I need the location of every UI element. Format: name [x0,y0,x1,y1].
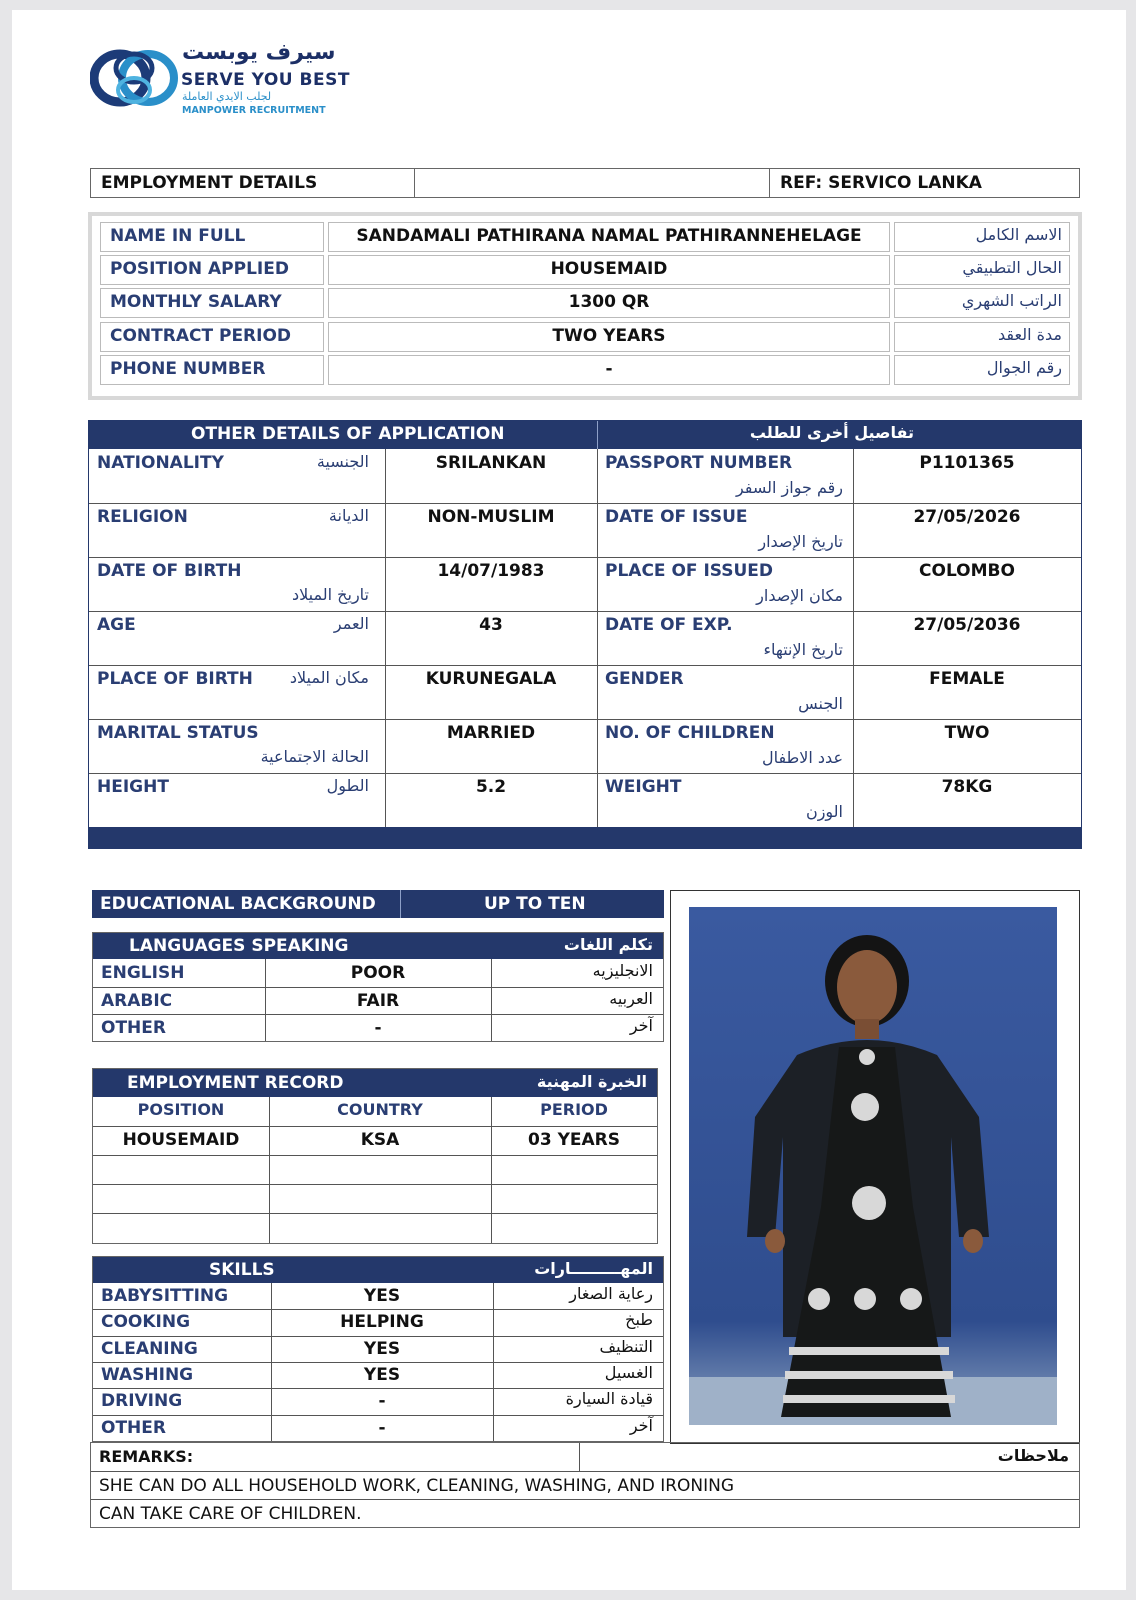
main-info-value: 1300 QR [568,292,650,313]
page-title: EMPLOYMENT DETAILS [101,173,318,193]
grid-line [93,987,663,988]
detail-label: PLACE OF BIRTH [97,669,253,689]
employment-record-table [92,1068,658,1244]
language-level: POOR [350,963,406,983]
detail-label-ar: الجنسية [316,452,369,471]
logo-arabic-tagline: لجلب الايدي العاملة [182,90,272,103]
detail-label-ar: الوزن [805,802,843,821]
main-info-value: HOUSEMAID [550,259,668,280]
skills-header [93,1257,663,1283]
skill-name-ar: قيادة السيارة [565,1389,653,1409]
detail-label-ar: الحالة الاجتماعية [260,747,369,766]
skills-title: SKILLS [209,1260,275,1280]
detail-label-ar: تاريخ الإصدار [758,532,843,551]
language-name: ARABIC [101,990,173,1011]
employment-record-title: EMPLOYMENT RECORD [127,1073,344,1093]
education-value: UP TO TEN [484,894,586,914]
skill-value: - [378,1391,386,1412]
skill-name: WASHING [101,1364,194,1385]
skills-title-ar: المهـــــــــارات [534,1259,653,1278]
main-info-label: NAME IN FULL [110,226,246,246]
detail-label: DATE OF EXP. [605,615,733,635]
grid-line [491,959,492,1041]
detail-value: KURUNEGALA [425,669,557,689]
detail-label: NATIONALITY [97,453,224,473]
other-details-footer-bar [89,827,1081,849]
grid-line [89,773,1081,774]
detail-label-ar: رقم جواز السفر [735,478,843,497]
detail-value: 27/05/2036 [913,615,1021,635]
detail-value: SRILANKAN [435,453,547,473]
detail-label-ar: تاريخ الإنتهاء [763,640,843,659]
languages-title: LANGUAGES SPEAKING [129,936,349,956]
employment-record-title-ar: الخبرة المهنية [536,1072,647,1091]
skill-name: DRIVING [101,1391,183,1412]
skill-name: BABYSITTING [101,1286,229,1306]
detail-value: TWO [944,723,990,743]
detail-label: GENDER [605,669,684,689]
language-name-ar: آخر [629,1016,653,1035]
employment-record-header [93,1069,657,1097]
logo-knot-icon [90,42,180,114]
skills-table [92,1256,664,1442]
detail-label: DATE OF ISSUE [605,507,748,527]
skill-value: HELPING [340,1312,424,1333]
detail-value: FEMALE [929,669,1005,689]
other-details-section [88,420,1082,849]
grid-line [93,1213,657,1214]
header-ref-cell [769,168,1080,198]
skill-name-ar: رعاية الصغار [569,1284,653,1303]
language-name-ar: العربيه [609,988,653,1008]
detail-label: WEIGHT [605,777,682,797]
grid-line [89,665,1081,666]
grid-line [89,611,1081,612]
detail-label-ar: مكان الميلاد [289,668,369,687]
detail-label: PLACE OF ISSUED [605,561,774,581]
skill-name: OTHER [101,1417,166,1438]
detail-label: HEIGHT [97,777,169,797]
detail-label: PASSPORT NUMBER [605,453,793,473]
skill-value: YES [363,1338,401,1359]
detail-label-ar: الديانة [328,506,369,525]
grid-line [93,1184,657,1185]
grid-line [89,503,1081,504]
main-info-value: TWO YEARS [552,325,666,346]
detail-value: COLOMBO [919,561,1015,581]
skill-name: COOKING [101,1312,191,1333]
grid-line [853,449,854,827]
grid-line [93,1155,657,1156]
grid-line [89,719,1081,720]
detail-value: 27/05/2026 [913,507,1021,527]
languages-table [92,932,664,1042]
grid-line [597,449,598,827]
detail-value: NON-MUSLIM [427,507,555,527]
languages-title-ar: تكلم اللغات [563,935,653,954]
detail-label-ar: عدد الاطفال [761,748,843,767]
main-info-label: CONTRACT PERIOD [110,325,292,346]
skill-value: - [378,1417,386,1438]
employment-cell: KSA [360,1130,400,1150]
detail-label: RELIGION [97,507,188,527]
main-info-label: POSITION APPLIED [110,259,289,280]
grid-line [89,557,1081,558]
detail-value: 5.2 [475,777,507,797]
main-info-label-ar: الاسم الكامل [975,225,1062,244]
main-info-value: - [605,358,613,379]
skill-name-ar: طبخ [625,1310,653,1330]
header-title-cell [90,168,415,198]
language-level: FAIR [356,990,400,1011]
main-info-label-ar: الحال التطبيقي [962,258,1062,278]
remarks-table [90,1442,1080,1528]
other-details-header [89,421,1081,449]
other-details-title-ar: تفاصيل أخرى للطلب [749,423,914,442]
applicant-photo-frame [670,890,1080,1444]
language-name-ar: الانجليزيه [592,961,653,980]
detail-value: 43 [479,615,503,635]
detail-label: NO. OF CHILDREN [605,723,775,743]
detail-label: MARITAL STATUS [97,723,259,743]
detail-label-ar: تاريخ الميلاد [292,585,369,604]
detail-label: DATE OF BIRTH [97,561,242,581]
remarks-line-1: SHE CAN DO ALL HOUSEHOLD WORK, CLEANING, WASHING, AND IRONING [99,1476,735,1496]
employment-column-header: COUNTRY [337,1100,423,1119]
main-info-label-ar: الراتب الشهري [961,291,1062,311]
languages-header [93,933,663,959]
grid-line [385,449,386,827]
employment-cell: HOUSEMAID [122,1130,240,1150]
grid-line [93,1014,663,1015]
logo-name: SERVE YOU BEST [181,70,350,90]
reference-code: REF: SERVICO LANKA [780,173,982,193]
grid-line [93,1126,657,1127]
main-info-label: MONTHLY SALARY [110,292,282,313]
language-level: - [374,1018,382,1038]
cv-page [12,10,1126,1590]
detail-label-ar: مكان الإصدار [756,586,843,605]
main-info-label: PHONE NUMBER [110,358,266,379]
detail-label-ar: الطول [326,776,369,795]
remarks-label-ar: ملاحظات [997,1446,1069,1465]
employment-cell: 03 YEARS [528,1130,620,1150]
detail-label-ar: العمر [333,614,369,633]
logo-arabic-name: سيرف يوبست [182,40,336,65]
detail-value: 14/07/1983 [437,561,545,581]
detail-value: MARRIED [446,723,536,743]
detail-value: P1101365 [919,453,1015,473]
other-details-title: OTHER DETAILS OF APPLICATION [191,424,505,444]
education-bar [92,890,664,918]
detail-label: AGE [97,615,136,635]
employment-column-header: PERIOD [540,1100,608,1119]
remarks-label: REMARKS: [99,1447,194,1466]
skill-name: CLEANING [101,1338,198,1359]
employment-column-header: POSITION [137,1100,225,1119]
logo-tagline: MANPOWER RECRUITMENT [182,105,326,116]
skill-name-ar: آخر [629,1415,653,1435]
skill-value: YES [363,1364,401,1385]
skill-value: YES [363,1286,401,1306]
detail-label-ar: الجنس [798,694,843,713]
education-label: EDUCATIONAL BACKGROUND [100,894,376,914]
main-info-label-ar: رقم الجوال [986,357,1062,377]
language-name: ENGLISH [101,963,185,983]
applicant-photo [689,907,1057,1425]
main-info-value: SANDAMALI PATHIRANA NAMAL PATHIRANNEHELAGE [356,226,862,246]
header-blank-cell [414,168,770,198]
main-info-label-ar: مدة العقد [998,324,1062,344]
company-logo [90,40,360,120]
main-info-table [88,212,1082,400]
language-name: OTHER [101,1018,166,1038]
remarks-line-2: CAN TAKE CARE OF CHILDREN. [99,1504,362,1524]
skill-name-ar: التنظيف [599,1336,653,1356]
detail-value: 78KG [941,777,993,797]
skill-name-ar: الغسيل [604,1362,653,1382]
